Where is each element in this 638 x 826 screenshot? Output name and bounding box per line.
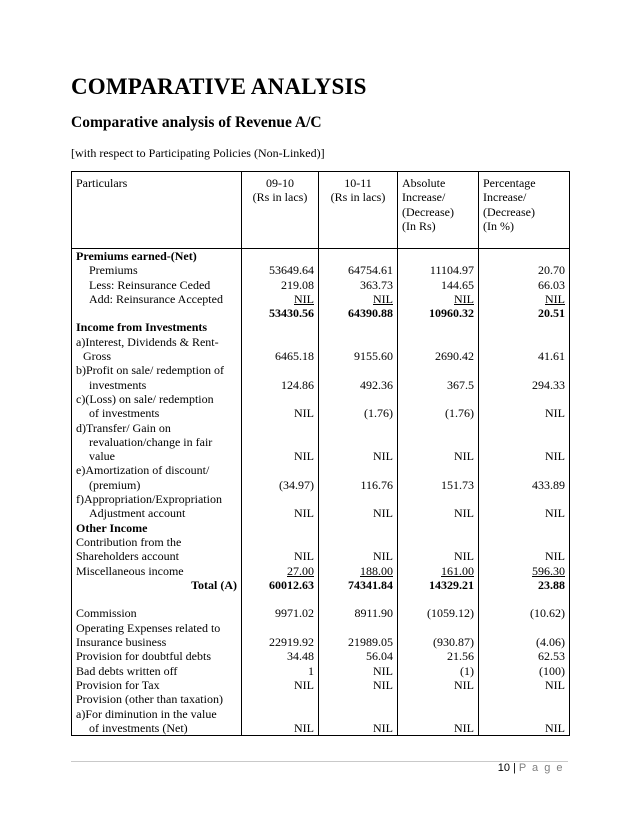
row-label-text: a)Interest, Dividends & Rent- [76, 334, 219, 349]
revenue-table [71, 171, 570, 736]
table-row [72, 320, 570, 334]
table-row [72, 649, 570, 663]
row-label-text: Premiums [89, 263, 138, 278]
cell-value: 66.03 [479, 278, 570, 292]
header-year-1011-unit: (Rs in lacs) [330, 190, 386, 205]
table-row-spacer [72, 592, 570, 606]
row-label [72, 263, 242, 277]
cell-value: NIL [242, 692, 319, 735]
header-absolute-line: (Decrease) [402, 204, 454, 219]
row-label [72, 292, 242, 306]
row-label-text: a)For diminution in the value [76, 706, 217, 721]
cell-value: 116.76 [319, 463, 398, 492]
cell-value: (4.06) [479, 621, 570, 650]
row-label [72, 664, 242, 678]
footer-rule [71, 761, 568, 762]
cell-value: 144.65 [398, 278, 479, 292]
table-row [72, 606, 570, 620]
cell-value: NIL [242, 421, 319, 464]
row-label [72, 463, 242, 492]
cell-value: NIL [319, 492, 398, 521]
cell-value: 219.08 [242, 278, 319, 292]
header-percentage-line: (Decrease) [483, 204, 535, 219]
cell-value: (1.76) [319, 392, 398, 421]
table-row [72, 278, 570, 292]
cell-value: 151.73 [398, 463, 479, 492]
page-number: 10 [497, 762, 510, 774]
cell-value: 21989.05 [319, 621, 398, 650]
header-absolute-line: Absolute [402, 176, 446, 190]
row-label-text: Adjustment account [89, 506, 186, 521]
table-row [72, 335, 570, 364]
cell-value: 124.86 [242, 363, 319, 392]
row-label-text: d)Transfer/ Gain on [76, 420, 171, 435]
cell-value: 74341.84 [319, 578, 398, 592]
cell-value: NIL [242, 678, 319, 692]
cell-value: 363.73 [319, 278, 398, 292]
cell-value: NIL [319, 692, 398, 735]
row-label-text: (premium) [89, 477, 141, 492]
row-label [72, 392, 242, 421]
cell-value: NIL [479, 678, 570, 692]
row-label-text: Operating Expenses related to [76, 620, 221, 635]
header-year-0910-unit: (Rs in lacs) [252, 190, 308, 205]
cell-value: 9155.60 [319, 335, 398, 364]
cell-value: 8911.90 [319, 606, 398, 620]
footer-separator: | [512, 762, 516, 774]
cell-value: (10.62) [479, 606, 570, 620]
cell-value: 9971.02 [242, 606, 319, 620]
row-label-text: Less: Reinsurance Ceded [89, 277, 211, 292]
table-row [72, 621, 570, 650]
table-row [72, 521, 570, 535]
header-year-0910 [242, 172, 319, 249]
cell-value: 161.00 [398, 564, 479, 578]
header-percentage-line: Increase/ [483, 190, 527, 205]
cell-value: NIL [398, 421, 479, 464]
table-row [72, 564, 570, 578]
cell-value: 14329.21 [398, 578, 479, 592]
row-label [72, 564, 242, 578]
header-particulars-label: Particulars [76, 176, 128, 190]
row-label-text: revaluation/change in fair [89, 434, 213, 449]
table-row [72, 535, 570, 564]
cell-value: NIL [319, 535, 398, 564]
cell-value: NIL [479, 392, 570, 421]
header-absolute-line: Increase/ [402, 190, 446, 205]
table-row [72, 678, 570, 692]
row-label-text: e)Amortization of discount/ [76, 463, 210, 478]
row-label-text: c)(Loss) on sale/ redemption [76, 391, 214, 406]
section-subtitle: Comparative analysis of Revenue A/C [71, 114, 322, 131]
cell-value: 53430.56 [242, 306, 319, 320]
cell-value: (1059.12) [398, 606, 479, 620]
header-percentage [479, 172, 570, 249]
row-label-text: Provision for doubtful debts [76, 649, 211, 664]
table-header-row [72, 172, 570, 249]
row-label-text: of investments [89, 406, 160, 421]
row-label-text: Miscellaneous income [76, 563, 184, 578]
row-label [72, 606, 242, 620]
cell-value: NIL [479, 492, 570, 521]
row-label-text: investments [89, 377, 147, 392]
cell-value: NIL [398, 492, 479, 521]
header-percentage-line: Percentage [483, 176, 536, 190]
cell-value: 492.36 [319, 363, 398, 392]
row-label [72, 492, 242, 521]
header-absolute [398, 172, 479, 249]
cell-value: NIL [242, 392, 319, 421]
row-label-text: Shareholders account [76, 549, 179, 564]
row-heading-investments [72, 320, 242, 334]
table-row [72, 363, 570, 392]
page-footer [498, 762, 564, 774]
cell-value: (930.87) [398, 621, 479, 650]
row-label-text: b)Profit on sale/ redemption of [76, 363, 224, 378]
cell-value: NIL [398, 678, 479, 692]
row-label-text: Contribution from the [76, 534, 182, 549]
table-row [72, 492, 570, 521]
cell-value: 34.48 [242, 649, 319, 663]
row-label-text: f)Appropriation/Expropriation [76, 492, 222, 507]
row-label [72, 692, 242, 735]
cell-value: 23.88 [479, 578, 570, 592]
cell-value: NIL [479, 292, 570, 306]
table-row [72, 249, 570, 264]
row-label-text: Provision for Tax [76, 677, 160, 692]
cell-value: 2690.42 [398, 335, 479, 364]
cell-value: 60012.63 [242, 578, 319, 592]
cell-value: 56.04 [319, 649, 398, 663]
row-label [72, 649, 242, 663]
header-year-0910-line: 09-10 [266, 176, 294, 190]
row-label-text: value [89, 449, 115, 464]
cell-value: 22919.92 [242, 621, 319, 650]
cell-value: 20.70 [479, 263, 570, 277]
cell-value: NIL [479, 692, 570, 735]
table-row [72, 421, 570, 464]
row-label: Income from Investments [76, 320, 208, 335]
table-row-subtotal [72, 306, 570, 320]
row-label-text: Insurance business [76, 635, 167, 650]
row-label [72, 278, 242, 292]
cell-value: NIL [242, 535, 319, 564]
cell-value: 27.00 [242, 564, 319, 578]
page-label: P a g e [518, 762, 564, 774]
cell-value: 367.5 [398, 363, 479, 392]
cell-value: NIL [319, 421, 398, 464]
cell-value: NIL [242, 492, 319, 521]
cell-value: NIL [319, 678, 398, 692]
cell-value: (1) [398, 664, 479, 678]
cell-value: 188.00 [319, 564, 398, 578]
table-row-total [72, 578, 570, 592]
total-label: Total (A) [191, 577, 237, 592]
cell-value: NIL [479, 535, 570, 564]
cell-value: 1 [242, 664, 319, 678]
cell-value: 21.56 [398, 649, 479, 663]
cell-value: 41.61 [479, 335, 570, 364]
row-heading-other-income [72, 521, 242, 535]
header-particulars [72, 172, 242, 249]
cell-value: 10960.32 [398, 306, 479, 320]
page-title: COMPARATIVE ANALYSIS [71, 74, 367, 99]
header-absolute-line: (In Rs) [402, 218, 436, 233]
scope-note: [with respect to Participating Policies (Non-Linked)] [71, 146, 325, 160]
cell-value: 6465.18 [242, 335, 319, 364]
cell-value: NIL [319, 292, 398, 306]
table-row [72, 692, 570, 735]
cell-value: 64754.61 [319, 263, 398, 277]
row-label-text: of investments (Net) [89, 720, 188, 735]
cell-value: (100) [479, 664, 570, 678]
row-label-text: Commission [76, 606, 137, 621]
row-label: Premiums earned-(Net) [76, 249, 197, 263]
cell-value: NIL [319, 664, 398, 678]
cell-value: 20.51 [479, 306, 570, 320]
cell-value: (34.97) [242, 463, 319, 492]
row-label-text: Bad debts written off [76, 663, 178, 678]
cell-value: 596.30 [479, 564, 570, 578]
table-row [72, 664, 570, 678]
cell-value: 64390.88 [319, 306, 398, 320]
header-year-1011-line: 10-11 [344, 176, 372, 190]
row-label [72, 335, 242, 364]
cell-value: NIL [479, 421, 570, 464]
cell-value: NIL [398, 535, 479, 564]
header-year-1011 [319, 172, 398, 249]
row-label [72, 578, 242, 592]
table-row [72, 292, 570, 306]
cell-value: 11104.97 [398, 263, 479, 277]
row-heading-premiums [72, 249, 242, 264]
row-label-text: Gross [83, 349, 112, 364]
row-label [72, 421, 242, 464]
row-label: Other Income [76, 520, 148, 535]
table-row [72, 263, 570, 277]
table-row [72, 392, 570, 421]
row-label [72, 621, 242, 650]
header-percentage-line: (In %) [483, 218, 514, 233]
cell-value: (1.76) [398, 392, 479, 421]
row-label [72, 535, 242, 564]
row-label [72, 678, 242, 692]
cell-value: 294.33 [479, 363, 570, 392]
cell-value: 53649.64 [242, 263, 319, 277]
row-label [72, 363, 242, 392]
row-label-text: Add: Reinsurance Accepted [89, 291, 223, 306]
cell-value: NIL [398, 292, 479, 306]
cell-value: 433.89 [479, 463, 570, 492]
table-row [72, 463, 570, 492]
cell-value: NIL [398, 692, 479, 735]
cell-value: NIL [242, 292, 319, 306]
row-label-text: Provision (other than taxation) [76, 692, 223, 707]
cell-value: 62.53 [479, 649, 570, 663]
